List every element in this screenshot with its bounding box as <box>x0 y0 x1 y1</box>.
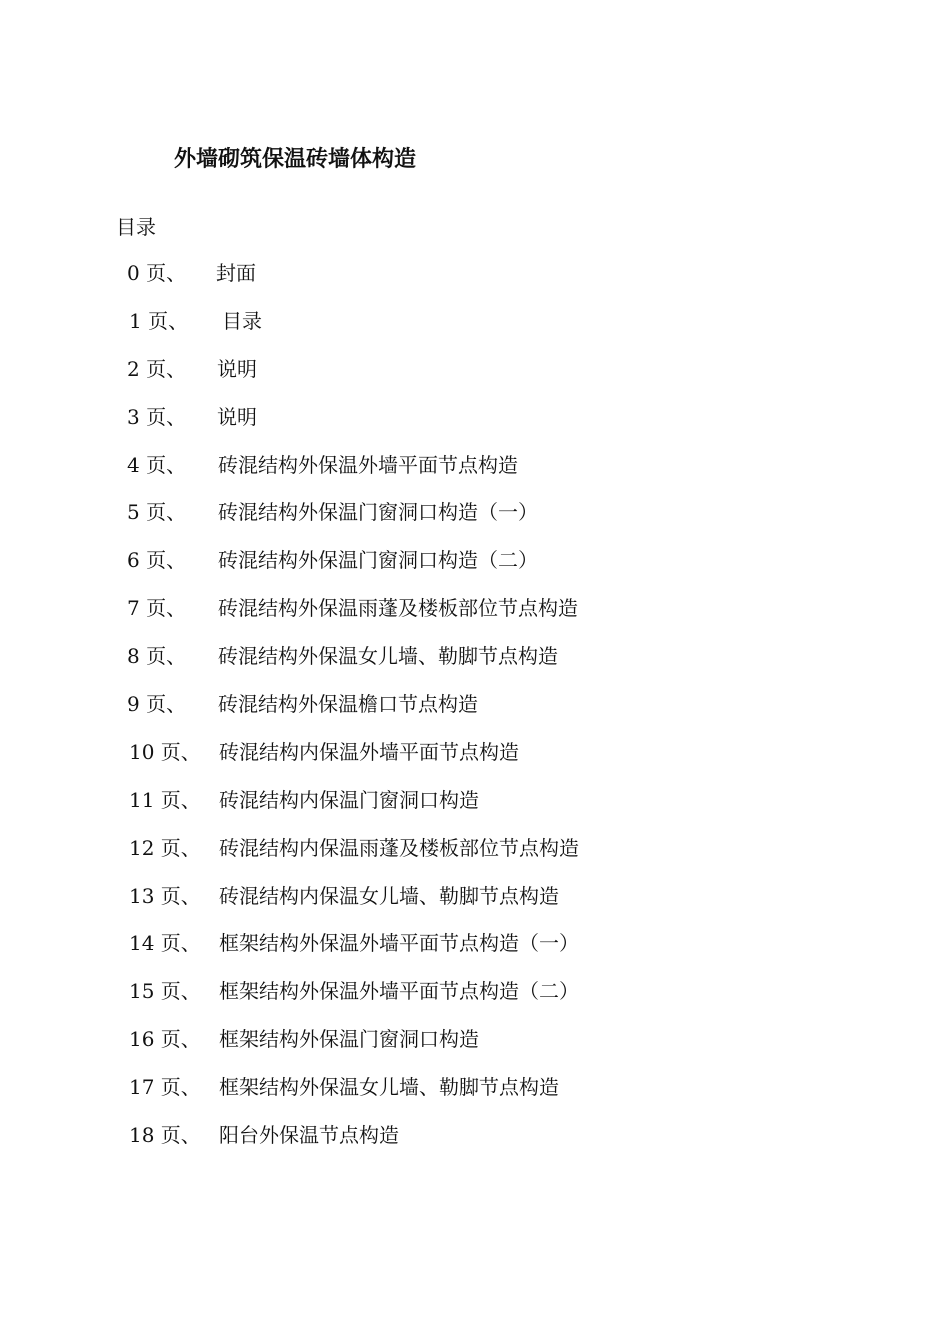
toc-page-number: 15 页、 <box>129 979 201 1004</box>
toc-entry-title: 砖混结构外保温外墙平面节点构造 <box>218 452 518 477</box>
toc-page-number: 2 页、 <box>127 356 187 381</box>
toc-entry-title: 砖混结构外保温檐口节点构造 <box>218 692 478 717</box>
toc-page-number: 9 页、 <box>127 692 187 717</box>
toc-entry <box>0 545 950 593</box>
toc-entry <box>0 1120 950 1168</box>
document-title: 外墙砌筑保温砖墙体构造 <box>174 147 417 172</box>
toc-entry-title: 砖混结构外保温门窗洞口构造（一） <box>218 500 538 525</box>
toc-page-number: 10 页、 <box>129 739 201 764</box>
toc-page-number: 14 页、 <box>129 931 201 956</box>
toc-entry <box>0 976 950 1024</box>
toc-entry-title: 说明 <box>217 356 257 381</box>
toc-entry <box>0 833 950 881</box>
toc-entry <box>0 737 950 785</box>
toc-page-number: 0 页、 <box>127 261 187 285</box>
toc-entry-title: 砖混结构外保温门窗洞口构造（二） <box>218 548 538 573</box>
toc-entry <box>0 1024 950 1072</box>
toc-entry-title: 说明 <box>217 404 257 429</box>
toc-page-number: 18 页、 <box>129 1123 201 1148</box>
toc-page-number: 12 页、 <box>129 835 201 860</box>
toc-entry <box>0 258 950 306</box>
toc-entry <box>0 354 950 402</box>
toc-entry-title: 砖混结构内保温门窗洞口构造 <box>219 787 479 812</box>
toc-entry <box>0 497 950 545</box>
toc-entry-title: 框架结构外保温外墙平面节点构造（二） <box>219 979 579 1004</box>
toc-page-number: 6 页、 <box>127 548 187 573</box>
toc-entry-title: 框架结构外保温外墙平面节点构造（一） <box>219 931 579 956</box>
toc-heading: 目录 <box>116 215 156 239</box>
toc-entry <box>0 881 950 929</box>
toc-entry <box>0 593 950 641</box>
toc-entry-title: 砖混结构内保温外墙平面节点构造 <box>219 739 519 764</box>
toc-page-number: 17 页、 <box>129 1075 201 1100</box>
toc-page-number: 8 页、 <box>127 644 187 669</box>
toc-entry <box>0 785 950 833</box>
toc-entry <box>0 306 950 354</box>
toc-entry <box>0 402 950 450</box>
toc-page-number: 7 页、 <box>127 596 187 621</box>
toc-entry-title: 阳台外保温节点构造 <box>219 1123 399 1148</box>
toc-page-number: 3 页、 <box>127 404 187 429</box>
toc-entry <box>0 689 950 737</box>
toc-list <box>0 258 950 1168</box>
toc-entry-title: 框架结构外保温女儿墙、勒脚节点构造 <box>219 1075 559 1100</box>
toc-entry <box>0 928 950 976</box>
toc-page-number: 1 页、 <box>129 308 189 333</box>
toc-entry <box>0 641 950 689</box>
toc-entry-title: 框架结构外保温门窗洞口构造 <box>219 1027 479 1052</box>
toc-entry-title: 砖混结构外保温雨蓬及楼板部位节点构造 <box>218 596 578 621</box>
toc-page-number: 4 页、 <box>127 452 187 477</box>
toc-entry-title: 砖混结构内保温女儿墙、勒脚节点构造 <box>219 883 559 908</box>
toc-page-number: 16 页、 <box>129 1027 201 1052</box>
toc-entry <box>0 450 950 498</box>
toc-page-number: 13 页、 <box>129 883 201 908</box>
toc-page-number: 5 页、 <box>127 500 187 525</box>
toc-entry-title: 目录 <box>222 308 262 333</box>
toc-entry-title: 砖混结构外保温女儿墙、勒脚节点构造 <box>218 644 558 669</box>
toc-entry-title: 封面 <box>216 261 256 285</box>
toc-page-number: 11 页、 <box>129 787 201 812</box>
toc-entry-title: 砖混结构内保温雨蓬及楼板部位节点构造 <box>219 835 579 860</box>
toc-entry <box>0 1072 950 1120</box>
